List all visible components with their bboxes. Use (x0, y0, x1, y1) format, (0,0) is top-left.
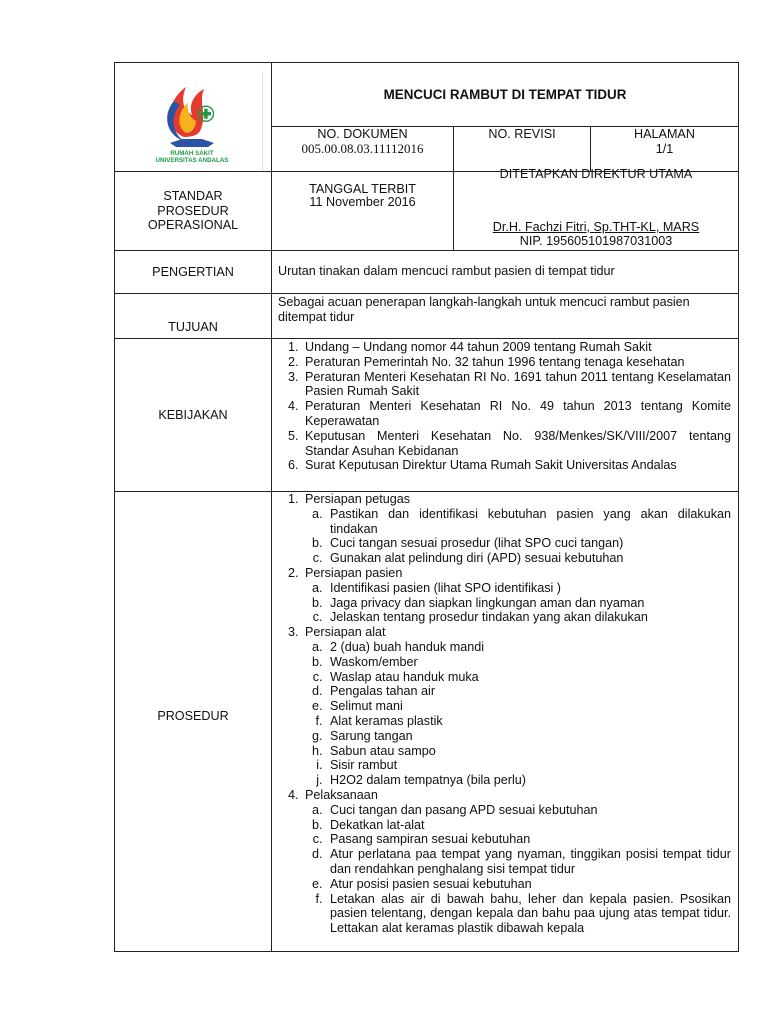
no-dokumen-value: 005.00.08.03.11112016 (301, 140, 424, 156)
signatory-nip: NIP. 195605101987031003 (519, 233, 673, 248)
prosedur-section-title: 4. Pelaksanaan (305, 787, 378, 802)
tanggal-terbit-label: TANGGAL TERBIT (309, 182, 416, 196)
prosedur-section (302, 788, 731, 936)
prosedur-subitem: j. H2O2 dalam tempatnya (bila perlu) (326, 773, 731, 788)
hospital-logo (124, 71, 263, 171)
hospital-logo-icon (124, 71, 262, 171)
sop-label-line3: OPERASIONAL (147, 218, 239, 233)
kebijakan-item: 1. Undang – Undang nomor 44 tahun 2009 tentang Rumah Sakit (302, 340, 731, 355)
halaman-value: 1/1 (655, 141, 674, 156)
sop-label-line1: STANDAR (163, 189, 223, 204)
prosedur-section-title: 2. Persiapan pasien (305, 565, 403, 580)
kebijakan-label: KEBIJAKAN (115, 339, 272, 491)
prosedur-subitem: c. Pasang sampiran sesuai kebutuhan (326, 832, 731, 847)
no-revisi-label: NO. REVISI (488, 127, 556, 141)
halaman-label: HALAMAN (634, 127, 695, 141)
tujuan-text: Sebagai acuan penerapan langkah-langkah untuk mencuci rambut pasien ditempat tidur (278, 295, 690, 324)
prosedur-subitem: b. Waskom/ember (326, 655, 731, 670)
pengertian-row (115, 250, 738, 294)
prosedur-subitem-list (305, 507, 731, 566)
prosedur-subitem: f. Alat keramas plastik (326, 714, 731, 729)
tujuan-row (115, 294, 738, 339)
prosedur-content (272, 492, 738, 951)
prosedur-subitem: c. Jelaskan tentang prosedur tindakan yang akan dilakukan (326, 610, 731, 625)
pengertian-text (272, 250, 738, 293)
prosedur-section (302, 625, 731, 788)
prosedur-subitem: g. Sarung tangan (326, 729, 731, 744)
halaman-cell (591, 126, 738, 171)
prosedur-subitem: a. Identifikasi pasien (lihat SPO identifikasi ) (326, 581, 731, 596)
sop-document (114, 62, 739, 952)
document-title: MENCUCI RAMBUT DI TEMPAT TIDUR (272, 63, 738, 127)
prosedur-subitem: h. Sabun atau sampo (326, 744, 731, 759)
prosedur-subitem: b. Dekatkan lat-alat (326, 818, 731, 833)
tujuan-label: TUJUAN (115, 294, 272, 338)
prosedur-subitem: e. Selimut mani (326, 699, 731, 714)
ditetapkan-label: DITETAPKAN DIREKTUR UTAMA (499, 167, 693, 181)
svg-text:UNIVERSITAS ANDALAS: UNIVERSITAS ANDALAS (155, 157, 229, 164)
prosedur-row (115, 492, 738, 951)
signatory-name: Dr.H. Fachzi Fitri, Sp.THT-KL, MARS (492, 220, 700, 234)
kebijakan-item: 3. Peraturan Menteri Kesehatan RI No. 1691 tahun 2011 tentang Keselamatan Pasien Rumah Sakit (302, 370, 731, 400)
approval-cell (454, 167, 738, 250)
prosedur-list (278, 492, 731, 936)
prosedur-section-title: 1. Persiapan petugas (305, 492, 411, 506)
kebijakan-list (278, 340, 731, 473)
no-revisi-cell (454, 126, 591, 171)
no-dokumen-label: NO. DOKUMEN (317, 127, 408, 141)
kebijakan-item: 2. Peraturan Pemerintah No. 32 tahun 1996 tentang tenaga kesehatan (302, 355, 731, 370)
prosedur-subitem: f. Letakan alas air di bawah bahu, leher dan kepala pasien. Psosikan pasien telentang, dengan kepala dan bahu paa ujung atas tempat tidur. Lettakan alat keramas plastik dibawah kepala (326, 892, 731, 936)
prosedur-section (302, 492, 731, 566)
prosedur-subitem: a. 2 (dua) buah handuk mandi (326, 640, 731, 655)
prosedur-subitem: b. Jaga privacy dan siapkan lingkungan aman dan nyaman (326, 596, 731, 611)
svg-text:RUMAH SAKIT: RUMAH SAKIT (170, 150, 214, 157)
pengertian-label: PENGERTIAN (115, 250, 272, 293)
prosedur-subitem: c. Gunakan alat pelindung diri (APD) sesuai kebutuhan (326, 551, 731, 566)
prosedur-subitem: b. Cuci tangan sesuai prosedur (lihat SPO cuci tangan) (326, 536, 731, 551)
tanggal-terbit-value: 11 November 2016 (309, 195, 416, 209)
kebijakan-item: 4. Peraturan Menteri Kesehatan RI No. 49 tahun 2013 tentang Komite Keperawatan (302, 399, 731, 429)
prosedur-subitem: a. Pastikan dan identifikasi kebutuhan pasien yang akan dilakukan tindakan (326, 507, 731, 537)
prosedur-subitem-list (305, 803, 731, 936)
prosedur-section-title: 3. Persiapan alat (305, 625, 386, 640)
prosedur-subitem: d. Pengalas tahan air (326, 684, 731, 699)
pengertian-text-value: Urutan tinakan dalam mencuci rambut pasien di tempat tidur (278, 264, 615, 279)
document-meta-row (272, 126, 738, 172)
prosedur-subitem-list (305, 581, 731, 625)
kebijakan-item: 5. Keputusan Menteri Kesehatan No. 938/Menkes/SK/VIII/2007 tentang Standar Asuhan Kebidanan (302, 429, 731, 459)
prosedur-section (302, 566, 731, 625)
prosedur-subitem: d. Atur perlatana paa tempat yang nyaman, tinggikan posisi tempat tidur dan rendahkan penghalang sisi tempat tidur (326, 847, 731, 877)
prosedur-subitem-list (305, 640, 731, 788)
prosedur-subitem: i. Sisir rambut (326, 758, 731, 773)
kebijakan-content (272, 339, 738, 491)
no-dokumen-cell (272, 126, 454, 171)
prosedur-subitem: e. Atur posisi pasien sesuai kebutuhan (326, 877, 731, 892)
prosedur-label: PROSEDUR (115, 492, 272, 951)
kebijakan-item: 6. Surat Keputusan Direktur Utama Rumah Sakit Universitas Andalas (302, 458, 731, 473)
sop-label-line2: PROSEDUR (157, 203, 229, 218)
tanggal-terbit-cell (272, 171, 454, 250)
sop-label (115, 171, 272, 250)
kebijakan-row (115, 339, 738, 492)
prosedur-subitem: c. Waslap atau handuk muka (326, 670, 731, 685)
prosedur-subitem: a. Cuci tangan dan pasang APD sesuai kebutuhan (326, 803, 731, 818)
document-header (115, 63, 738, 250)
